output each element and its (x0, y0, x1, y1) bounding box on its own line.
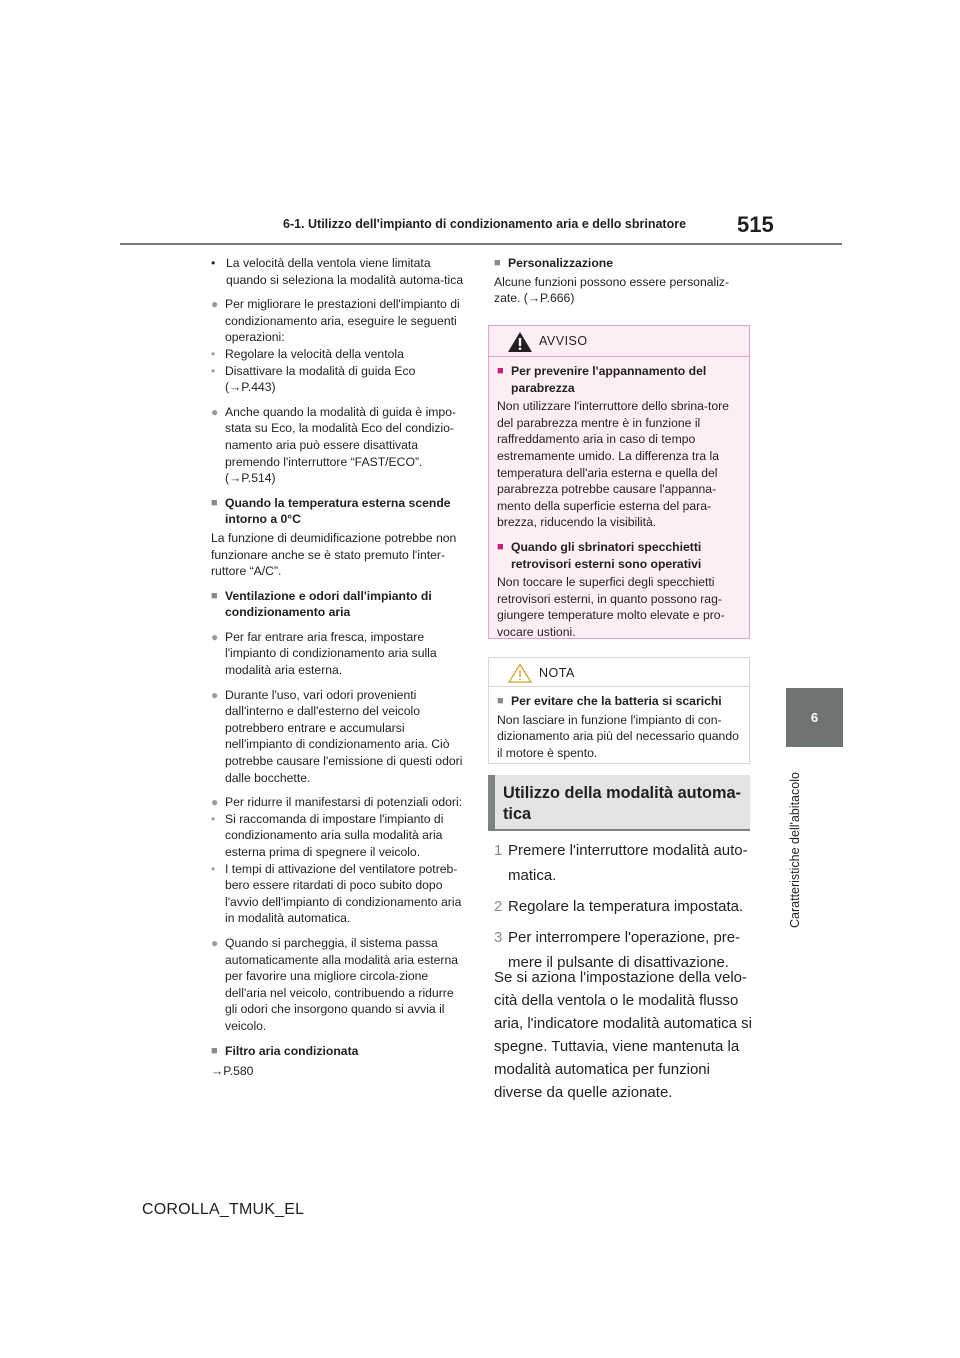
list-item-text: Si raccomanda di impostare l'impianto di condizionamento aria sulla modalità aria esterna prima di spegnere il veicolo. (225, 811, 444, 859)
paragraph: La funzione di deumidificazione potrebbe non funzionare anche se è stato premuto l'inter-ruttore “A/C”. (211, 530, 457, 579)
list-item-text: Quando si parcheggia, il sistema passa automaticamente alla modalità aria esterna per favorire una migliore circola-zione dell'aria nel veicolo, contribuendo a ridurre gli odori che insorgono quando si avvia il veicolo. (225, 935, 459, 1033)
subheading (497, 363, 741, 396)
square-bullet-icon: ■ (211, 1044, 218, 1057)
step-item (494, 894, 756, 919)
section-heading-underline (488, 829, 750, 831)
list-item-text: Per far entrare aria fresca, impostare l'impianto di condizionamento aria sulla modalità aria esterna. (225, 629, 437, 678)
warning-header (489, 326, 749, 357)
bullet-icon: ● (211, 687, 219, 702)
note-box (488, 657, 750, 764)
note-label: NOTA (539, 666, 575, 680)
dash-marker: • (211, 811, 216, 826)
square-bullet-icon: ■ (211, 496, 218, 509)
subheading-text: Quando la temperatura esterna scende intorno a 0°C (225, 495, 451, 527)
step-number: 3 (494, 929, 503, 946)
bullet-icon: ● (211, 795, 219, 810)
list-item (211, 296, 469, 396)
list-item-text: La velocità della ventola viene limitata quando si seleziona la modalità automa-tica (226, 256, 464, 287)
right-column-intro (494, 255, 751, 307)
list-item-text: Durante l'uso, vari odori provenienti dall'interno e dall'esterno del veicolo potrebbero entrare e accumularsi nell'impianto di condizionamento aria. Ciò potrebbe causare l'emissione di questi odori dalle bocchette. (225, 687, 463, 785)
list-item-text: Per migliorare le prestazioni dell'impianto di condizionamento aria, eseguire le seguenti operazioni: (225, 297, 460, 345)
chapter-label (786, 753, 804, 928)
subheading (211, 495, 469, 528)
step-number: 1 (494, 842, 503, 859)
paragraph: Non lasciare in funzione l'impianto di con-dizionamento aria più del necessario quando il motore è spento. (497, 712, 739, 760)
paragraph: Alcune funzioni possono essere personaliz-zate. (→P.666) (494, 274, 730, 306)
warning-label: AVVISO (539, 334, 588, 348)
step-number: 2 (494, 898, 503, 915)
step-text: Premere l'interruttore modalità auto-matica. (508, 842, 748, 884)
list-item (211, 861, 469, 927)
list-item (211, 363, 469, 396)
list-item (211, 811, 469, 861)
list-item-text: Per ridurre il manifestarsi di potenziali odori: (225, 795, 463, 810)
square-bullet-icon: ■ (497, 540, 504, 553)
subheading-text: Quando gli sbrinatori specchietti retrovisori esterni sono operativi (511, 539, 702, 571)
paragraph: Non toccare le superfici degli specchietti retrovisori esterni, in quanto possono rag-giungere temperature molto elevate e pro-vocare ustioni. (497, 575, 725, 639)
section-heading-bar (488, 775, 495, 831)
section-heading: Utilizzo della modalità automa-tica (503, 784, 741, 823)
document-code: COROLLA_TMUK_EL (142, 1201, 305, 1218)
list-item (211, 404, 469, 487)
note-header (489, 658, 749, 687)
dash-marker: • (211, 363, 216, 378)
square-bullet-icon: ■ (497, 365, 504, 377)
bullet-icon: ● (211, 297, 219, 312)
page-number: 515 (737, 212, 774, 237)
chapter-number-tab: 6 (786, 688, 843, 747)
subheading-text: Ventilazione e odori dall'impianto di condizionamento aria (225, 588, 432, 620)
paragraph: Non utilizzare l'interruttore dello sbrina-tore del parabrezza mentre è in funzione il raffreddamento aria in caso di tempo estremamente umido. La differenza tra la temperatura dell'aria esterna e quella del parabrezza potrebbe causare l'appanna-mento della superficie esterna del para-brezza, riducendo la visibilità. (497, 399, 729, 530)
subheading-text: Per prevenire l'appannamento del parabrezza (511, 364, 707, 395)
subheading-text: Filtro aria condizionata (225, 1043, 359, 1058)
step-text: Regolare la temperatura impostata. (508, 898, 744, 915)
caution-triangle-icon (508, 663, 532, 683)
square-bullet-icon: ■ (494, 257, 501, 269)
chapter-label-text: Caratteristiche dell'abitacolo (788, 772, 802, 928)
warning-triangle-icon (507, 331, 533, 353)
square-bullet-icon: ■ (211, 589, 218, 602)
subheading-text: Per evitare che la batteria si scarichi (511, 694, 722, 708)
bullet-icon: ● (211, 935, 219, 950)
warning-box (488, 325, 750, 639)
subheading (497, 539, 741, 572)
list-item (211, 935, 469, 1035)
step-text: Per interrompere l'operazione, pre-mere il pulsante di disattivazione. (508, 929, 741, 971)
step-list (494, 838, 756, 975)
header-divider (120, 243, 842, 245)
subheading (494, 255, 751, 272)
dash-marker: • (211, 346, 216, 361)
list-item (211, 629, 469, 679)
list-item (211, 255, 469, 288)
list-item-text: Regolare la velocità della ventola (225, 346, 404, 361)
left-column (211, 255, 469, 1080)
list-item-text: Anche quando la modalità di guida è impo-stata su Eco, la modalità Eco del condizio-namento aria può essere disattivata premendo l'interruttore “FAST/ECO”. (→P.514) (225, 404, 457, 486)
page-reference: →P.580 (211, 1064, 254, 1079)
section-heading-box (488, 775, 750, 831)
subheading-text: Personalizzazione (508, 256, 613, 270)
step-item (494, 838, 756, 888)
section-title: 6-1. Utilizzo dell'impianto di condizionamento aria e dello sbrinatore (283, 217, 687, 231)
subheading (211, 1043, 469, 1060)
list-item-text: Disattivare la modalità di guida Eco (→P.443) (225, 363, 416, 395)
paragraph: Se si aziona l'impostazione della velo-cità della ventola o le modalità flusso aria, l'indicatore modalità automatica si spegne. Tuttavia, viene mantenuta la modalità automatica per funzioni diverse da quelle azionate. (494, 969, 752, 1101)
bullet-icon: ● (211, 629, 219, 644)
list-item (211, 346, 469, 363)
dash-marker: • (211, 861, 216, 876)
list-item (211, 794, 469, 927)
bullet-icon: ● (211, 404, 219, 419)
dash-marker: • (211, 256, 216, 270)
subheading (211, 588, 469, 621)
subheading (497, 693, 741, 710)
list-item (211, 687, 469, 787)
square-bullet-icon: ■ (497, 695, 504, 707)
list-item-text: I tempi di attivazione del ventilatore potreb-bero essere ritardati di poco subito dopo l'avvio dell'impianto di condizionamento aria in modalità automatica. (225, 861, 462, 926)
